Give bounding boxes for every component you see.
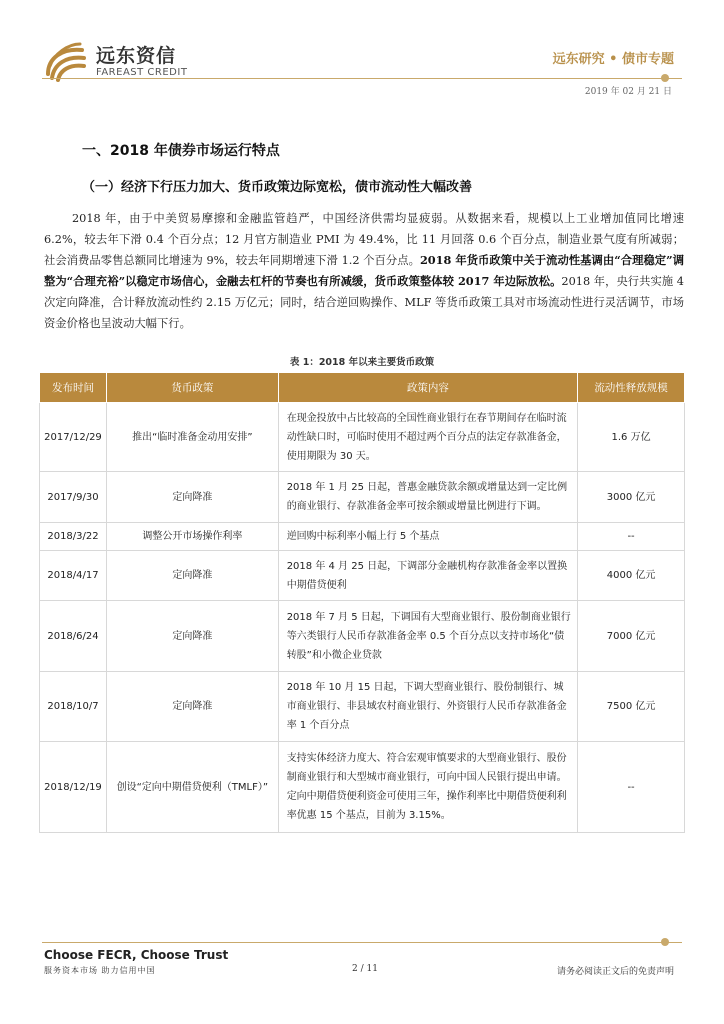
footer-subslogan: 服务资本市场 助力信用中国: [44, 966, 156, 975]
cell-scale: 3000 亿元: [578, 472, 685, 523]
header-date: 发布时间: [40, 373, 107, 403]
table-row: [40, 472, 685, 523]
cell-scale: 7500 亿元: [578, 672, 685, 742]
table-caption: 表 1：2018 年以来主要货币政策: [289, 357, 435, 368]
cell-date: 2018/6/24: [40, 601, 107, 672]
paragraph-bold-text: 2018 年货币政策中关于流动性基调由“合理稳定”调整为“合理充裕”以稳定市场信心，金融去杠杆的节奏也有所减缓，货币政策整体较 2017 年边际放松。: [44, 253, 685, 288]
cell-scale: 1.6 万亿: [578, 403, 685, 472]
report-date: 2019 年 02 月 21 日: [584, 87, 672, 97]
logo-chinese-name: 远东资信: [96, 45, 177, 67]
header-divider: [42, 78, 682, 79]
table-row: [40, 551, 685, 601]
table-row: [40, 672, 685, 742]
subsection-title: （一）经济下行压力加大、货币政策边际宽松，债市流动性大幅改善: [82, 180, 473, 195]
table-row: [40, 403, 685, 472]
paragraph-text-1: 2018 年，由于中美贸易摩擦和金融监管趋严，中国经济供需均显疲弱。从数据来看，规模以上工业增加值同比增速 6.2%，较去年下滑 0.4 个百分点；12 月官方制造业 PMI 为 49.4%，比 11 月回落 0.6 个百分点，制造业景气度有所减弱；社会消费品零售总额同比增速为 9%，较去年同期增速下滑 1.2 个百分点。: [44, 212, 684, 267]
footer-divider-dot: [661, 938, 669, 946]
header-content: 政策内容: [278, 373, 577, 403]
cell-scale: 7000 亿元: [578, 601, 685, 672]
cell-date: 2017/9/30: [40, 472, 107, 523]
cell-policy: 定向降准: [106, 551, 278, 601]
header-divider-dot: [661, 74, 669, 82]
table-header-row: [40, 373, 685, 403]
cell-content: 支持实体经济力度大、符合宏观审慎要求的大型商业银行、股份制商业银行和大型城市商业银行，可向中国人民银行提出申请。定向中期借贷便利资金可使用三年，操作利率比中期借贷便利利率优惠 15 个基点，目前为 3.15%。: [278, 742, 577, 833]
cell-date: 2018/4/17: [40, 551, 107, 601]
logo-english-name: FAREAST CREDIT: [96, 67, 188, 78]
cell-date: 2017/12/29: [40, 403, 107, 472]
cell-scale: --: [578, 523, 685, 551]
table-row: [40, 742, 685, 833]
cell-content: 2018 年 10 月 15 日起，下调大型商业银行、股份制银行、城市商业银行、非县域农村商业银行、外资银行人民币存款准备金率 1 个百分点: [278, 672, 577, 742]
body-paragraph: [44, 208, 684, 334]
cell-scale: 4000 亿元: [578, 551, 685, 601]
table-row: [40, 523, 685, 551]
cell-date: 2018/3/22: [40, 523, 107, 551]
cell-policy: 定向降准: [106, 672, 278, 742]
table-row: [40, 601, 685, 672]
cell-policy: 创设“定向中期借贷便利（TMLF）”: [106, 742, 278, 833]
page-number: 2 / 11: [352, 964, 378, 974]
cell-content: 2018 年 4 月 25 日起，下调部分金融机构存款准备金率以置换中期借贷便利: [278, 551, 577, 601]
cell-policy: 推出“临时准备金动用安排”: [106, 403, 278, 472]
cell-date: 2018/10/7: [40, 672, 107, 742]
cell-policy: 定向降准: [106, 472, 278, 523]
cell-content: 2018 年 7 月 5 日起，下调国有大型商业银行、股份制商业银行等六类银行人民币存款准备金率 0.5 个百分点以支持市场化“债转股”和小微企业贷款: [278, 601, 577, 672]
section-title: 一、2018 年债券市场运行特点: [82, 143, 280, 159]
header-scale: 流动性释放规模: [578, 373, 685, 403]
cell-policy: 定向降准: [106, 601, 278, 672]
footer-disclaimer: 请务必阅读正文后的免责声明: [556, 967, 674, 977]
cell-content: 2018 年 1 月 25 日起，普惠金融贷款余额或增量达到一定比例的商业银行、存款准备金率可按余额或增量比例进行下调。: [278, 472, 577, 523]
section-label: 远东研究 • 债市专题: [552, 52, 674, 67]
cell-date: 2018/12/19: [40, 742, 107, 833]
footer-divider: [42, 942, 682, 943]
footer-slogan: Choose FECR, Choose Trust: [44, 948, 229, 962]
cell-content: 在现金投放中占比较高的全国性商业银行在春节期间存在临时流动性缺口时，可临时使用不超过两个百分点的法定存款准备金，使用期限为 30 天。: [278, 403, 577, 472]
header-policy: 货币政策: [106, 373, 278, 403]
paragraph-text-2: 2018 年，央行共实施 4 次定向降准，合计释放流动性约 2.15 万亿元；同时，结合逆回购操作、MLF 等货币政策工具对市场流动性进行灵活调节，市场资金价格也呈波动大幅下行。: [44, 275, 684, 330]
cell-policy: 调整公开市场操作利率: [106, 523, 278, 551]
cell-content: 逆回购中标利率小幅上行 5 个基点: [278, 523, 577, 551]
cell-scale: --: [578, 742, 685, 833]
monetary-policy-table: [39, 372, 685, 833]
